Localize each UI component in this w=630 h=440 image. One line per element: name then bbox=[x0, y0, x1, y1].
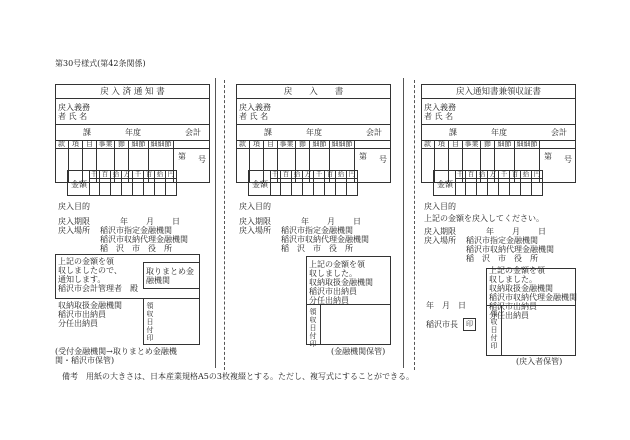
city-office-name: 稲 沢 市 役 所 bbox=[281, 244, 353, 253]
amount-label: 金額 bbox=[437, 180, 453, 189]
amount-unit-cell: 拾 bbox=[111, 171, 122, 178]
form-number: 第30号様式(第42条関係) bbox=[55, 59, 146, 68]
amount-unit-cell: 万 bbox=[303, 171, 314, 178]
kaikei-label: 会計 bbox=[185, 128, 201, 137]
amount-digit-line bbox=[313, 178, 314, 196]
footer-text: (受付金融機関→取りまとめ金融機 関・稲沢市保管) bbox=[55, 347, 177, 365]
code-header-cell: 節 bbox=[296, 141, 310, 148]
code-header-cell: 款 bbox=[421, 141, 435, 148]
place-label: 戻入場所 bbox=[58, 226, 90, 235]
code-header-cell: 細節 bbox=[310, 141, 330, 148]
amount-unit-cell: 百 bbox=[100, 171, 111, 178]
payer-divider bbox=[55, 124, 210, 125]
purpose-label: 戻入目的 bbox=[239, 202, 271, 211]
stamp-label: 領収日付印 bbox=[146, 302, 154, 342]
agent-bank-name: 稲沢市収納代理金融機関 bbox=[466, 245, 554, 254]
amount-units-divider bbox=[270, 178, 358, 179]
payer-name-label: 戻入義務 者 氏 名 bbox=[424, 103, 456, 121]
amount-digit-line bbox=[476, 178, 477, 196]
sheet-separator-1 bbox=[215, 78, 216, 368]
code-header-cell: 細細節 bbox=[330, 141, 355, 148]
tear-line-1 bbox=[224, 80, 225, 370]
amount-unit-cell: 円 bbox=[347, 171, 358, 178]
amount-digit-line bbox=[121, 178, 122, 196]
amount-digit-line bbox=[280, 178, 281, 196]
code-header-cell: 目 bbox=[264, 141, 278, 148]
title-divider bbox=[236, 98, 391, 99]
amount-unit-cell: 百 bbox=[144, 171, 155, 178]
form-title: 戻 入 書 bbox=[283, 87, 344, 97]
amount-unit-cell: 千 bbox=[89, 171, 100, 178]
amount-unit-cell: 拾 bbox=[336, 171, 347, 178]
code-header-cell: 目 bbox=[449, 141, 463, 148]
date-part: 月 bbox=[327, 217, 335, 226]
go-label: 号 bbox=[564, 155, 572, 164]
stamp-divider bbox=[306, 304, 391, 305]
agent-bank-name: 稲沢市収納代理金融機関 bbox=[281, 235, 369, 244]
amount-unit-cell: 万 bbox=[122, 171, 133, 178]
codes-divider bbox=[55, 148, 210, 149]
payer-divider bbox=[421, 124, 576, 125]
bank-name: 稲沢市指定金融機関 bbox=[281, 226, 353, 235]
kaikei-label: 会計 bbox=[366, 128, 382, 137]
amount-digit-line bbox=[335, 178, 336, 196]
amount-unit-cell: 千 bbox=[499, 171, 510, 178]
tear-line-2 bbox=[414, 80, 415, 370]
amount-unit-cell: 万 bbox=[488, 171, 499, 178]
date-part: 年 bbox=[486, 227, 494, 236]
payer-name-label: 戻入義務 者 氏 名 bbox=[58, 103, 90, 121]
amount-digit-line bbox=[154, 178, 155, 196]
amount-unit-cell: 千 bbox=[455, 171, 466, 178]
ka-label: 課 bbox=[449, 128, 457, 137]
amount-digit-line bbox=[99, 178, 100, 196]
amount-digit-line bbox=[143, 178, 144, 196]
date-part: 月 bbox=[146, 217, 154, 226]
code-header-cell: 項 bbox=[69, 141, 83, 148]
dai-label: 第 bbox=[178, 152, 186, 161]
amount-unit-cell: 千 bbox=[133, 171, 144, 178]
codes-divider bbox=[421, 148, 576, 149]
amount-digit-line bbox=[291, 178, 292, 196]
purpose-label: 戻入目的 bbox=[424, 202, 456, 211]
date-part: 年 bbox=[301, 217, 309, 226]
amount-label: 金額 bbox=[71, 180, 87, 189]
collector-label: 取りまとめ金 融機関 bbox=[146, 267, 194, 285]
stamp-label: 領収日付印 bbox=[309, 308, 317, 348]
code-header-cell: 款 bbox=[55, 141, 69, 148]
bank-name: 稲沢市指定金融機関 bbox=[466, 236, 538, 245]
amount-unit-cell: 円 bbox=[166, 171, 177, 178]
amount-units-divider bbox=[455, 178, 543, 179]
amount-digit-line bbox=[509, 178, 510, 196]
title-divider bbox=[55, 98, 210, 99]
date-part: 年 bbox=[120, 217, 128, 226]
deadline-label: 戻入期限 bbox=[58, 217, 90, 226]
amount-digit-line bbox=[110, 178, 111, 196]
go-label: 号 bbox=[379, 155, 387, 164]
receipt-text: 上記の金額を領 収しました。 収納取扱金融機関 稲沢市収納代理金融機関 稲沢市出納員 分任出納員 bbox=[489, 266, 577, 320]
dai-label: 第 bbox=[544, 152, 552, 161]
bank-name: 稲沢市指定金融機関 bbox=[100, 226, 172, 235]
place-label: 戻入場所 bbox=[239, 226, 271, 235]
amount-digit-line bbox=[176, 178, 177, 196]
amount-digit-line bbox=[165, 178, 166, 196]
amount-unit-cell: 拾 bbox=[155, 171, 166, 178]
stamp-column-line bbox=[501, 305, 502, 356]
code-header-cell: 項 bbox=[435, 141, 449, 148]
code-header-cell: 細節 bbox=[495, 141, 515, 148]
amount-unit-cell: 千 bbox=[270, 171, 281, 178]
amount-digit-line bbox=[465, 178, 466, 196]
date-part: 月 bbox=[512, 227, 520, 236]
amount-unit-cell: 拾 bbox=[477, 171, 488, 178]
code-header-cell: 事業 bbox=[278, 141, 296, 148]
mayor-label: 稲沢市長 bbox=[426, 320, 458, 329]
go-label: 号 bbox=[198, 155, 206, 164]
code-header-cell: 事業 bbox=[97, 141, 115, 148]
agent-bank-name: 稲沢市収納代理金融機関 bbox=[100, 235, 188, 244]
form-title: 戻 入 済 通 知 書 bbox=[100, 87, 165, 97]
amount-unit-cell: 円 bbox=[532, 171, 543, 178]
amount-digit-line bbox=[302, 178, 303, 196]
code-header-cell: 節 bbox=[481, 141, 495, 148]
amount-digit-line bbox=[498, 178, 499, 196]
code-header-cell: 細細節 bbox=[515, 141, 540, 148]
footer-text: (戻入者保管) bbox=[516, 357, 563, 366]
issue-date: 年 月 日 bbox=[426, 301, 466, 310]
amount-digit-line bbox=[324, 178, 325, 196]
nendo-label: 年度 bbox=[491, 128, 507, 137]
ka-label: 課 bbox=[83, 128, 91, 137]
amount-label: 金額 bbox=[252, 180, 268, 189]
codes-divider bbox=[236, 148, 391, 149]
footer-text: (金融機関保管) bbox=[331, 347, 386, 356]
amount-unit-cell: 百 bbox=[325, 171, 336, 178]
ka-label: 課 bbox=[264, 128, 272, 137]
deadline-label: 戻入期限 bbox=[424, 227, 456, 236]
sheet-separator-2 bbox=[403, 78, 404, 368]
stamp-divider bbox=[486, 305, 576, 306]
amount-unit-cell: 百 bbox=[281, 171, 292, 178]
request-text: 上記の金額を戻入してください。 bbox=[424, 214, 544, 223]
amount-unit-cell: 千 bbox=[314, 171, 325, 178]
dai-label: 第 bbox=[359, 152, 367, 161]
date-part: 日 bbox=[172, 217, 180, 226]
amount-digit-line bbox=[531, 178, 532, 196]
code-header-cell: 細細節 bbox=[149, 141, 174, 148]
stamp-column-line bbox=[320, 304, 321, 345]
code-header-cell: 目 bbox=[83, 141, 97, 148]
receipt-text: 上記の金額を領 収しました。 収納取扱金融機関 稲沢市出納員 分任出納員 bbox=[309, 260, 373, 305]
amount-unit-cell: 拾 bbox=[521, 171, 532, 178]
amount-unit-cell: 百 bbox=[466, 171, 477, 178]
nendo-label: 年度 bbox=[125, 128, 141, 137]
date-part: 日 bbox=[353, 217, 361, 226]
amount-digit-line bbox=[357, 178, 358, 196]
amount-digit-line bbox=[487, 178, 488, 196]
code-header-cell: 款 bbox=[236, 141, 250, 148]
date-part: 日 bbox=[538, 227, 546, 236]
kaikei-label: 会計 bbox=[551, 128, 567, 137]
mayor-seal: 印 bbox=[463, 318, 476, 331]
purpose-label: 戻入目的 bbox=[58, 202, 90, 211]
code-header-cell: 節 bbox=[115, 141, 129, 148]
payer-divider bbox=[236, 124, 391, 125]
receipt-stamp-box bbox=[143, 298, 200, 345]
place-label: 戻入場所 bbox=[424, 236, 456, 245]
city-office-name: 稲 沢 市 役 所 bbox=[466, 254, 538, 263]
title-divider bbox=[421, 98, 576, 99]
form-title: 戻入通知書兼領収証書 bbox=[455, 87, 541, 97]
city-office-name: 稲 沢 市 役 所 bbox=[100, 244, 172, 253]
amount-digit-line bbox=[346, 178, 347, 196]
nendo-label: 年度 bbox=[306, 128, 322, 137]
deadline-label: 戻入期限 bbox=[239, 217, 271, 226]
amount-unit-cell: 拾 bbox=[292, 171, 303, 178]
code-header-cell: 事業 bbox=[463, 141, 481, 148]
amount-digit-line bbox=[542, 178, 543, 196]
receiver-list: 収納取扱金融機関 稲沢市出納員 分任出納員 bbox=[58, 301, 122, 328]
amount-unit-cell: 百 bbox=[510, 171, 521, 178]
payer-name-label: 戻入義務 者 氏 名 bbox=[239, 103, 271, 121]
remarks-note: 備考 用紙の大きさは、日本産業規格A5の3枚複綴とする。ただし、複写式にすることができる。 bbox=[62, 372, 414, 381]
amount-digit-line bbox=[520, 178, 521, 196]
code-header-cell: 細節 bbox=[129, 141, 149, 148]
amount-units-divider bbox=[89, 178, 177, 179]
receipt-text: 上記の金額を領 収しましたので、 通知します。 稲沢市会計管理者 殿 bbox=[58, 257, 138, 293]
stamp-label: 領収日付印 bbox=[490, 310, 498, 350]
amount-digit-line bbox=[132, 178, 133, 196]
code-header-cell: 項 bbox=[250, 141, 264, 148]
